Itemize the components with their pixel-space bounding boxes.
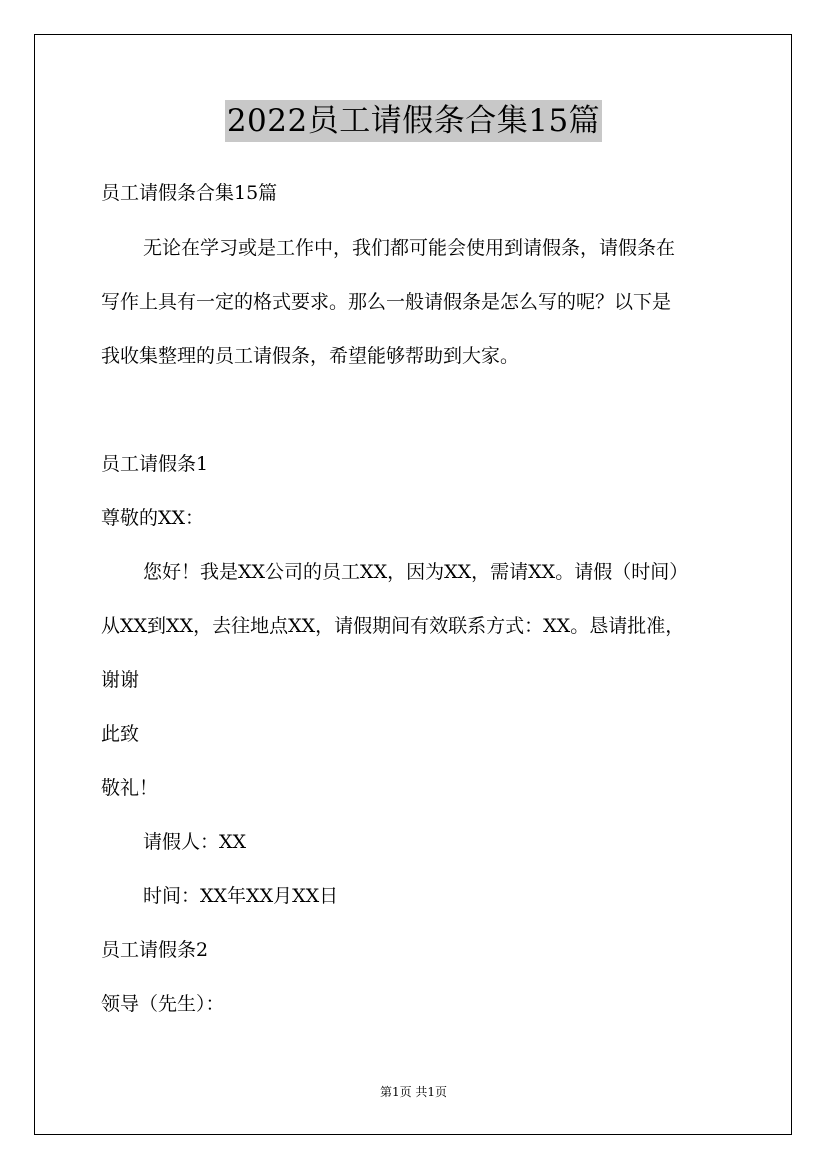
- salutation-2: 领导（先生）：: [101, 993, 225, 1015]
- body-line-1: 您好！我是XX公司的员工XX，因为XX，需请XX。请假（时间）: [143, 561, 689, 583]
- date-line: 时间：XX年XX月XX日: [143, 885, 339, 907]
- section-heading-2: 员工请假条2: [101, 939, 209, 961]
- body-line-2: 从XX到XX，去往地点XX，请假期间有效联系方式：XX。恳请批准，: [101, 615, 685, 637]
- salutation: 尊敬的XX：: [101, 507, 205, 529]
- document-title: 2022员工请假条合集15篇: [225, 100, 602, 142]
- intro-line-2: 写作上具有一定的格式要求。那么一般请假条是怎么写的呢？以下是: [101, 291, 672, 313]
- closing-line-2: 敬礼！: [101, 777, 159, 799]
- applicant-line: 请假人：XX: [143, 831, 247, 853]
- page-footer: 第1页 共1页: [379, 1085, 448, 1099]
- intro-line-1: 无论在学习或是工作中，我们都可能会使用到请假条，请假条在: [143, 237, 676, 259]
- subtitle-line: 员工请假条合集15篇: [101, 182, 278, 204]
- title-container: [0, 100, 827, 142]
- closing-line-1: 此致: [101, 723, 140, 745]
- section-heading-1: 员工请假条1: [101, 453, 209, 475]
- intro-line-3: 我收集整理的员工请假条，希望能够帮助到大家。: [101, 345, 520, 367]
- body-line-3: 谢谢: [101, 669, 140, 691]
